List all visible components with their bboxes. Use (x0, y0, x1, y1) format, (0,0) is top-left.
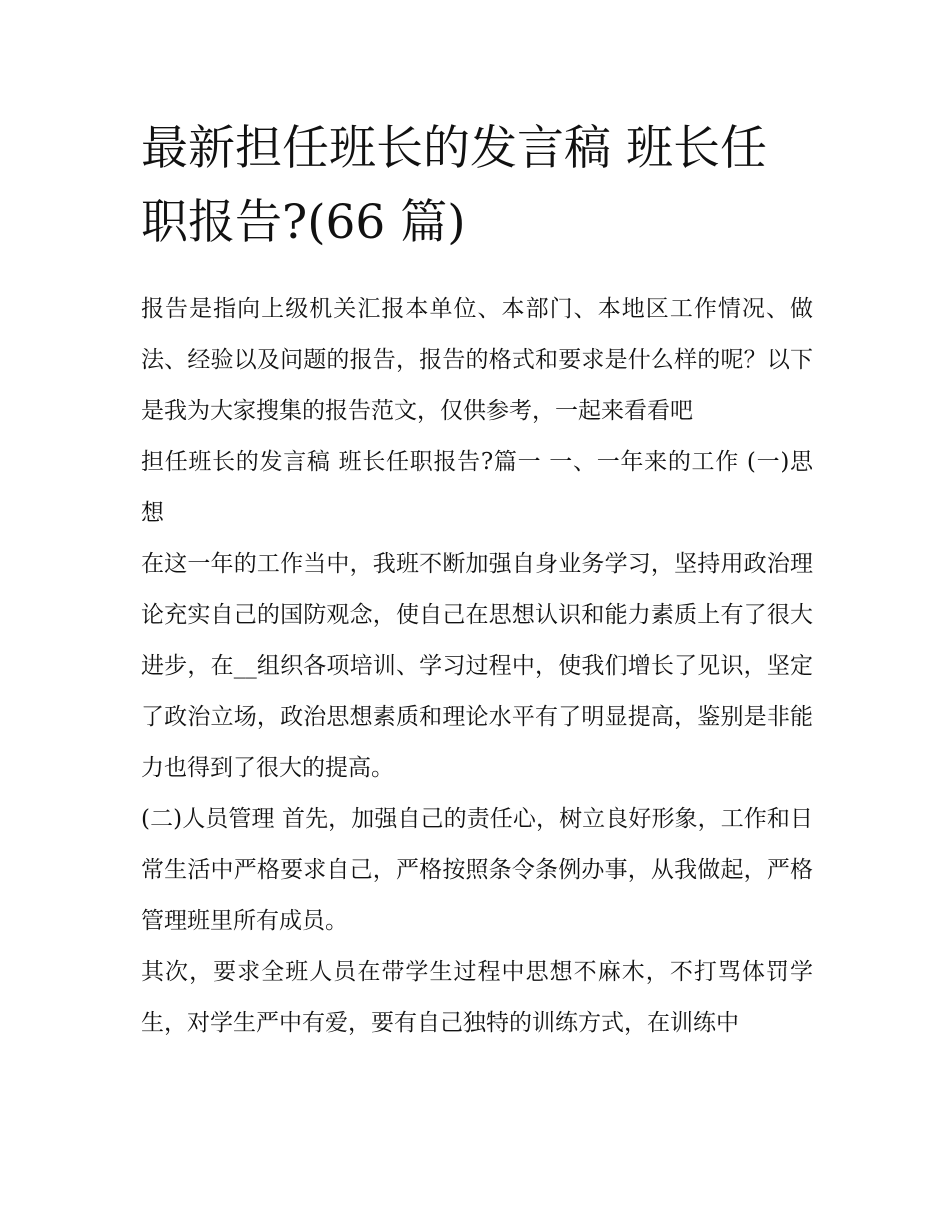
document-title: 最新担任班长的发言稿 班长任职报告?(66 篇) (141, 121, 767, 250)
body-paragraph: (二)人员管理 首先，加强自己的责任心，树立良好形象，工作和日常生活中严格要求自己，严格按照条令条例办事，从我做起，严格管理班里所有成员。 (141, 806, 813, 934)
section-heading-paragraph: 担任班长的发言稿 班长任职报告?篇一 一、一年来的工作 (一)思想 (141, 449, 813, 526)
body-paragraph: 其次，要求全班人员在带学生过程中思想不麻木，不打骂体罚学生，对学生严中有爱，要有自己独特的训练方式，在训练中 (141, 959, 813, 1036)
document-body (141, 112, 813, 1049)
body-paragraph: 在这一年的工作当中，我班不断加强自身业务学习，坚持用政治理论充实自己的国防观念，使自己在思想认识和能力素质上有了很大进步，在__组织各项培训、学习过程中，使我们增长了见识，坚定了政治立场，政治思想素质和理论水平有了明显提高，鉴别是非能力也得到了很大的提高。 (141, 551, 813, 781)
intro-paragraph: 报告是指向上级机关汇报本单位、本部门、本地区工作情况、做法、经验以及问题的报告，报告的格式和要求是什么样的呢？以下是我为大家搜集的报告范文，仅供参考，一起来看看吧 (141, 296, 813, 424)
